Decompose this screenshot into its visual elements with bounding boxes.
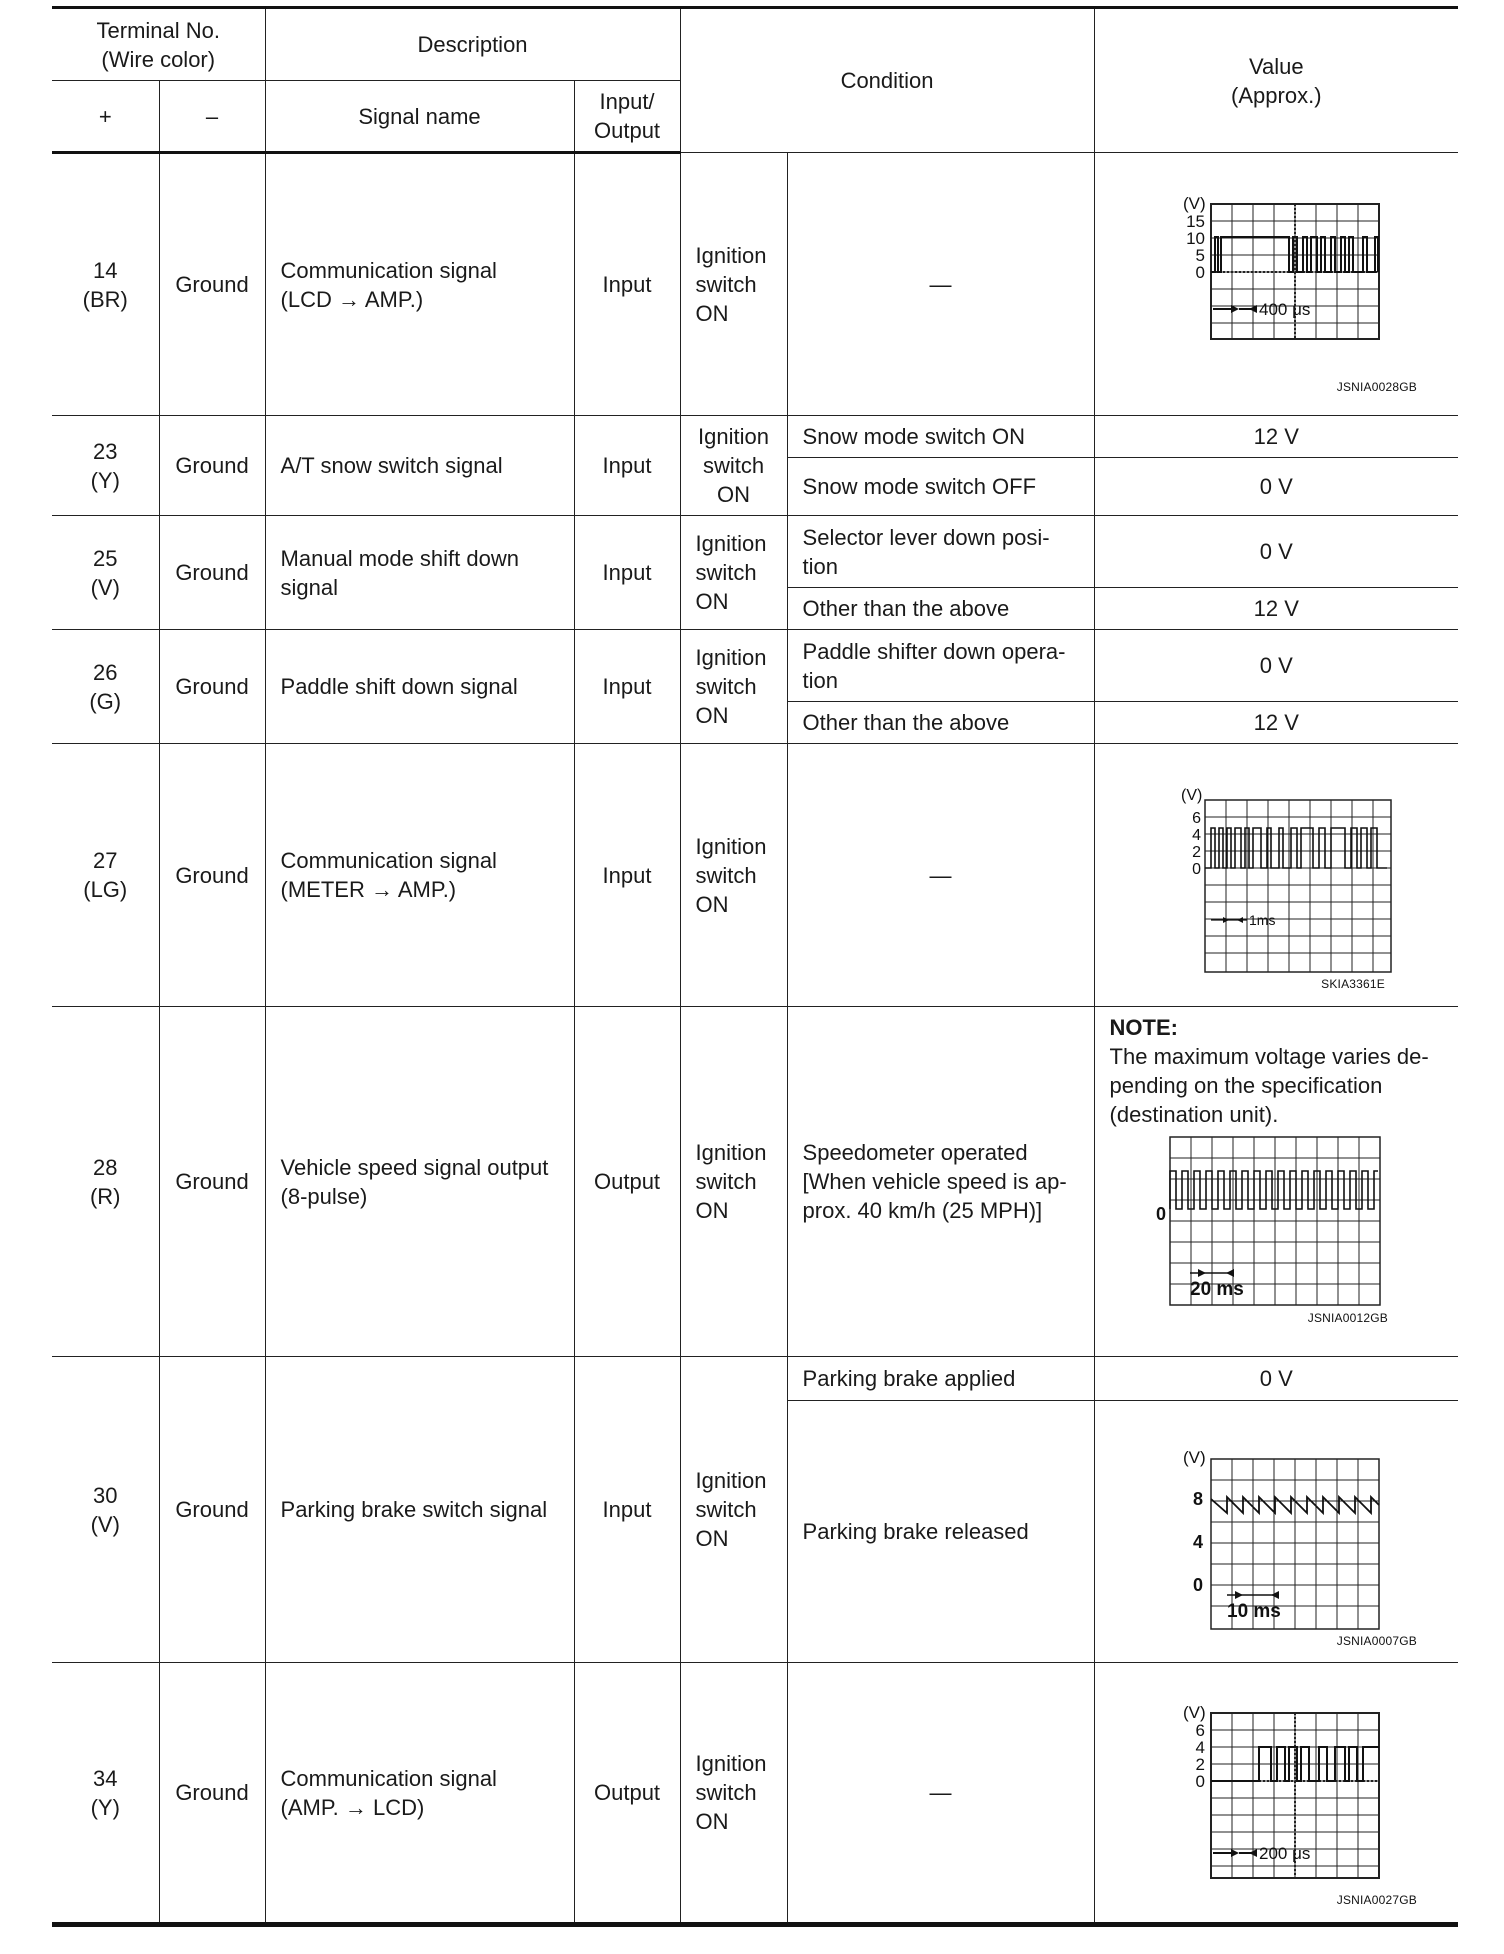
header-minus-label: – [205, 103, 219, 129]
table-row-23 [52, 416, 1458, 458]
value-cell [1094, 1007, 1458, 1357]
condition-line2: tion [802, 553, 839, 579]
header-io-line1: Input/ [599, 89, 655, 114]
terminal-num: 28 [93, 1154, 118, 1180]
cond-line-c: ON [695, 1198, 729, 1223]
scope-tick-label: 0 [1155, 1204, 1166, 1224]
cond-line-a: Ignition [695, 833, 767, 859]
cond-line-a: Ignition [695, 1140, 767, 1165]
minus-terminal: Ground [159, 416, 265, 516]
wire-color: (LG) [83, 877, 128, 902]
condition-switch [680, 1007, 787, 1357]
signal-name: Parking brake switch signal [265, 1357, 574, 1663]
oscilloscope-waveform-30 [1131, 1417, 1421, 1647]
table-row-34 [52, 1663, 1458, 1925]
scope-tick-label: 0 [1193, 1574, 1204, 1595]
signal-name-line2: (METER → AMP.) [280, 877, 457, 902]
table-row-27 [52, 744, 1458, 1007]
signal-name [265, 1663, 574, 1925]
cond-line-b: switch [702, 453, 765, 478]
oscilloscope-waveform-28 [1110, 1129, 1400, 1324]
cond-line-c: ON [695, 300, 729, 326]
terminal-number [52, 744, 159, 1007]
header-wire-color-label: (Wire color) [101, 46, 216, 72]
scope-time-label: 400 μs [1259, 300, 1311, 319]
scope-tick-label: 10 [1186, 229, 1206, 248]
condition-switch [680, 1357, 787, 1663]
header-signal-name [265, 81, 574, 153]
condition-detail [787, 630, 1094, 702]
terminal-num: 25 [93, 545, 118, 571]
terminal-number [52, 153, 159, 416]
condition-detail [787, 516, 1094, 588]
io-type: Output [574, 1663, 680, 1925]
cond-line-a: Ignition [695, 531, 767, 556]
cond-line-a: Ignition [695, 645, 767, 670]
terminal-number [52, 630, 159, 744]
signal-name-line1: Communication signal [280, 257, 497, 283]
scope-tick-label: 15 [1186, 212, 1206, 231]
terminal-number [52, 516, 159, 630]
cond-line-b: switch [695, 1169, 757, 1194]
terminal-number [52, 416, 159, 516]
header-value-label: Value [1248, 53, 1304, 79]
figure-code: SKIA3361E [1321, 977, 1386, 990]
cond-line-a: Ignition [698, 424, 769, 449]
scope-tick-label: 4 [1193, 1531, 1204, 1552]
value-text: 0 V [1094, 1357, 1458, 1401]
signal-name: A/T snow switch signal [265, 416, 574, 516]
cond-line-a: Ignition [695, 242, 767, 268]
wire-color: (BR) [82, 286, 128, 312]
condition-line1: Speedometer operated [802, 1140, 1028, 1165]
scope-unit-label: (V) [1183, 1702, 1206, 1722]
table-row-26 [52, 630, 1458, 702]
signal-name [265, 744, 574, 1007]
wire-color: (R) [89, 1183, 121, 1209]
scope-time-label: 1ms [1249, 912, 1276, 928]
note-line3: (destination unit). [1109, 1102, 1279, 1127]
minus-terminal: Ground [159, 153, 265, 416]
io-type: Input [574, 630, 680, 744]
signal-name [265, 1007, 574, 1357]
wire-color: (Y) [90, 1794, 120, 1820]
terminal-num: 30 [93, 1482, 118, 1508]
value-cell [1094, 1663, 1458, 1925]
signal-name-line1: Manual mode shift down [280, 545, 519, 571]
value-cell [1094, 153, 1458, 416]
io-type: Input [574, 744, 680, 1007]
note-title: NOTE: [1109, 1015, 1178, 1040]
table-row-30 [52, 1357, 1458, 1401]
io-type: Output [574, 1007, 680, 1357]
value-text: 12 V [1094, 702, 1458, 744]
header-plus [52, 81, 159, 153]
oscilloscope-waveform-27 [1131, 760, 1421, 990]
table-row-28 [52, 1007, 1458, 1357]
scope-tick-label: 8 [1193, 1488, 1204, 1509]
condition-switch [680, 630, 787, 744]
figure-code: JSNIA0027GB [1337, 1892, 1418, 1907]
scope-tick-label: 4 [1192, 827, 1202, 844]
header-io [574, 81, 680, 153]
header-condition-label: Condition [840, 68, 934, 93]
cond-line-a: Ignition [695, 1468, 767, 1493]
header-terminal [52, 8, 265, 81]
cond-line-c: ON [695, 589, 729, 614]
scope-tick-label: 6 [1195, 1720, 1206, 1740]
oscilloscope-waveform-14 [1131, 169, 1421, 399]
cond-line-b: switch [695, 1497, 757, 1522]
condition-switch [680, 744, 787, 1007]
table-row-14 [52, 153, 1458, 416]
condition-detail: Parking brake released [787, 1401, 1094, 1663]
cond-line-c: ON [695, 1809, 729, 1834]
value-text: 12 V [1094, 416, 1458, 458]
cond-line-c: ON [695, 703, 729, 728]
scope-unit-label: (V) [1183, 194, 1206, 213]
header-terminal-label: Terminal No. [96, 17, 220, 43]
cond-line-c: ON [717, 482, 751, 507]
header-condition [680, 8, 1094, 153]
cond-line-b: switch [695, 1780, 757, 1805]
minus-terminal: Ground [159, 1663, 265, 1925]
header-row-1 [52, 8, 1458, 81]
minus-terminal: Ground [159, 744, 265, 1007]
condition-switch [680, 516, 787, 630]
scope-unit-label: (V) [1183, 1447, 1206, 1467]
condition-switch [680, 416, 787, 516]
condition-detail: — [787, 1663, 1094, 1925]
cond-line-a: Ignition [695, 1751, 767, 1776]
cond-line-c: ON [695, 891, 729, 917]
signal-name-line2: (LCD → AMP.) [280, 286, 424, 312]
note-line2: pending on the specification [1109, 1073, 1383, 1098]
cond-line-b: switch [695, 862, 757, 888]
header-description [265, 8, 680, 81]
value-cell [1094, 1401, 1458, 1663]
cond-line-b: switch [695, 560, 757, 585]
header-value [1094, 8, 1458, 153]
condition-line1: Selector lever down posi- [802, 524, 1050, 550]
figure-code: JSNIA0012GB [1307, 1311, 1388, 1324]
minus-terminal: Ground [159, 1007, 265, 1357]
figure-code: JSNIA0007GB [1337, 1633, 1418, 1647]
signal-name: Paddle shift down signal [265, 630, 574, 744]
scope-tick-label: 6 [1192, 810, 1202, 827]
oscilloscope-waveform-34 [1131, 1678, 1421, 1908]
condition-detail: Other than the above [787, 702, 1094, 744]
value-text: 0 V [1094, 630, 1458, 702]
wire-color: (Y) [90, 467, 120, 493]
condition-detail: Snow mode switch OFF [787, 458, 1094, 516]
io-type: Input [574, 1357, 680, 1663]
signal-name-line2: (AMP. → LCD) [280, 1794, 425, 1820]
scope-unit-label: (V) [1181, 787, 1203, 804]
value-text: 12 V [1094, 588, 1458, 630]
cond-line-c: ON [695, 1526, 729, 1551]
condition-detail: — [787, 744, 1094, 1007]
terminal-num: 27 [93, 848, 118, 873]
header-minus [159, 81, 265, 153]
scope-time-label: 200 μs [1259, 1843, 1311, 1863]
header-value-sub: (Approx.) [1231, 82, 1322, 108]
scope-tick-label: 5 [1195, 246, 1206, 265]
wire-color: (G) [89, 688, 122, 714]
terminal-number [52, 1007, 159, 1357]
terminal-number [52, 1663, 159, 1925]
condition-detail: Other than the above [787, 588, 1094, 630]
condition-switch [680, 153, 787, 416]
scope-time-label: 10 ms [1227, 1600, 1282, 1622]
value-cell [1094, 744, 1458, 1007]
condition-line3: prox. 40 km/h (25 MPH)] [802, 1198, 1043, 1223]
terminal-num: 34 [93, 1765, 118, 1791]
wire-color: (V) [90, 1511, 120, 1537]
signal-name-line2: signal [280, 574, 338, 600]
io-type: Input [574, 153, 680, 416]
condition-line2: [When vehicle speed is ap- [802, 1169, 1067, 1194]
minus-terminal: Ground [159, 516, 265, 630]
condition-line1: Paddle shifter down opera- [802, 638, 1066, 664]
scope-tick-label: 2 [1195, 1754, 1206, 1774]
condition-detail: — [787, 153, 1094, 416]
condition-detail: Parking brake applied [787, 1357, 1094, 1401]
signal-name [265, 153, 574, 416]
table-row-25 [52, 516, 1458, 588]
header-plus-label: + [98, 103, 112, 129]
terminal-num: 14 [93, 257, 118, 283]
minus-terminal: Ground [159, 1357, 265, 1663]
figure-code: JSNIA0028GB [1337, 380, 1418, 394]
signal-name [265, 516, 574, 630]
io-type: Input [574, 416, 680, 516]
signal-name-line1: Communication signal [280, 1765, 497, 1791]
terminal-num: 26 [93, 659, 118, 685]
cond-line-b: switch [695, 271, 757, 297]
signal-name-line1: Communication signal [280, 848, 497, 873]
scope-tick-label: 0 [1195, 1771, 1206, 1791]
condition-line2: tion [802, 667, 839, 693]
io-type: Input [574, 516, 680, 630]
condition-detail [787, 1007, 1094, 1357]
scope-tick-label: 4 [1195, 1737, 1206, 1757]
header-signal-name-label: Signal name [358, 103, 481, 129]
signal-name-line1: Vehicle speed signal output [280, 1154, 549, 1180]
note-line1: The maximum voltage varies de- [1109, 1044, 1429, 1069]
header-description-label: Description [417, 32, 528, 57]
value-text: 0 V [1094, 458, 1458, 516]
minus-terminal: Ground [159, 630, 265, 744]
value-text: 0 V [1094, 516, 1458, 588]
terminal-num: 23 [93, 438, 118, 464]
scope-tick-label: 2 [1192, 844, 1202, 861]
header-io-line2: Output [594, 118, 661, 143]
wire-color: (V) [90, 574, 120, 600]
signal-name-line2: (8-pulse) [280, 1183, 368, 1209]
cond-line-b: switch [695, 674, 757, 699]
terminal-spec-table [52, 6, 1458, 1927]
scope-tick-label: 0 [1195, 263, 1206, 282]
condition-switch [680, 1663, 787, 1925]
scope-time-label: 20 ms [1189, 1279, 1244, 1300]
condition-detail: Snow mode switch ON [787, 416, 1094, 458]
scope-tick-label: 0 [1192, 861, 1202, 878]
terminal-number [52, 1357, 159, 1663]
